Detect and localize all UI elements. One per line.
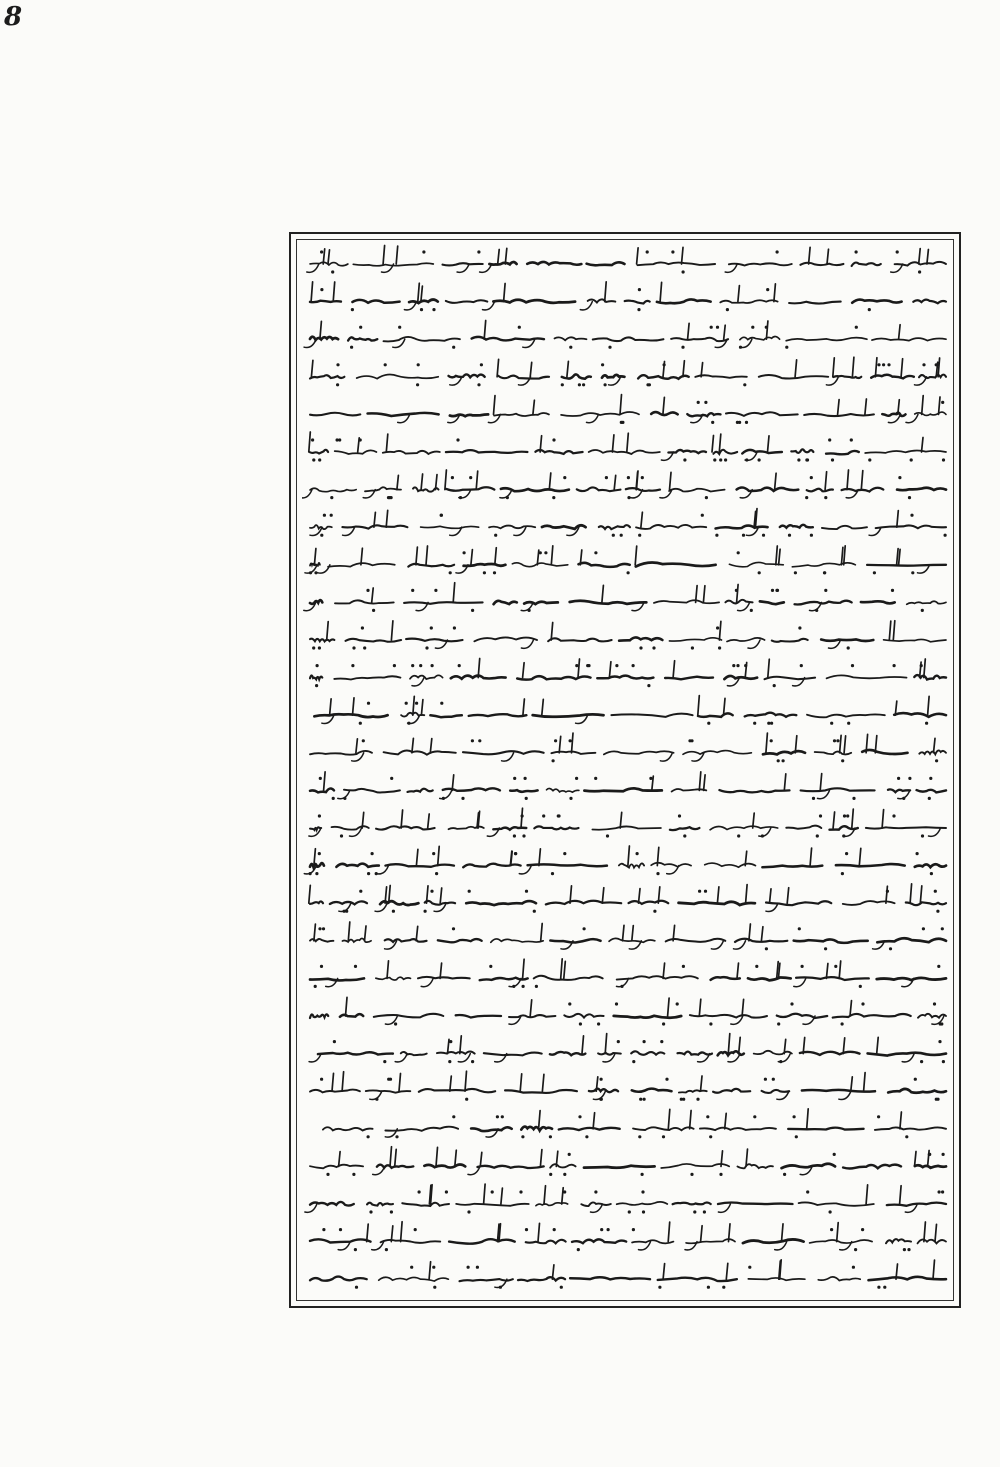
manuscript-line: [302, 470, 946, 499]
manuscript-line: [310, 395, 946, 424]
manuscript-line: [310, 621, 946, 650]
manuscript-line: [310, 357, 946, 386]
manuscript-line: [323, 1109, 946, 1139]
page-number: 8: [4, 2, 23, 32]
manuscript-line: [309, 1034, 946, 1064]
manuscript-line: [310, 659, 946, 688]
manuscript-line: [314, 696, 946, 725]
manuscript-line: [309, 432, 946, 462]
manuscript-line: [307, 246, 946, 274]
manuscript-line: [310, 1260, 946, 1289]
manuscript-line: [309, 808, 946, 837]
manuscript-line: [310, 282, 946, 311]
manuscript-line: [310, 1222, 946, 1252]
manuscript-line: [309, 884, 946, 913]
manuscript-handwriting: [302, 238, 952, 1304]
manuscript-line: [304, 321, 946, 349]
manuscript-line: [310, 1147, 946, 1176]
manuscript-line: [310, 922, 946, 950]
manuscript-line: [310, 959, 946, 988]
manuscript-line: [310, 733, 946, 762]
manuscript-text-block: [302, 238, 952, 1304]
manuscript-line: [305, 1184, 946, 1214]
manuscript-line: [310, 509, 947, 537]
manuscript-line: [304, 846, 946, 875]
manuscript-line: [304, 583, 946, 612]
manuscript-line: [310, 1071, 946, 1101]
manuscript-line: [305, 546, 946, 575]
manuscript-line: [310, 772, 946, 800]
manuscript-line: [310, 997, 946, 1025]
